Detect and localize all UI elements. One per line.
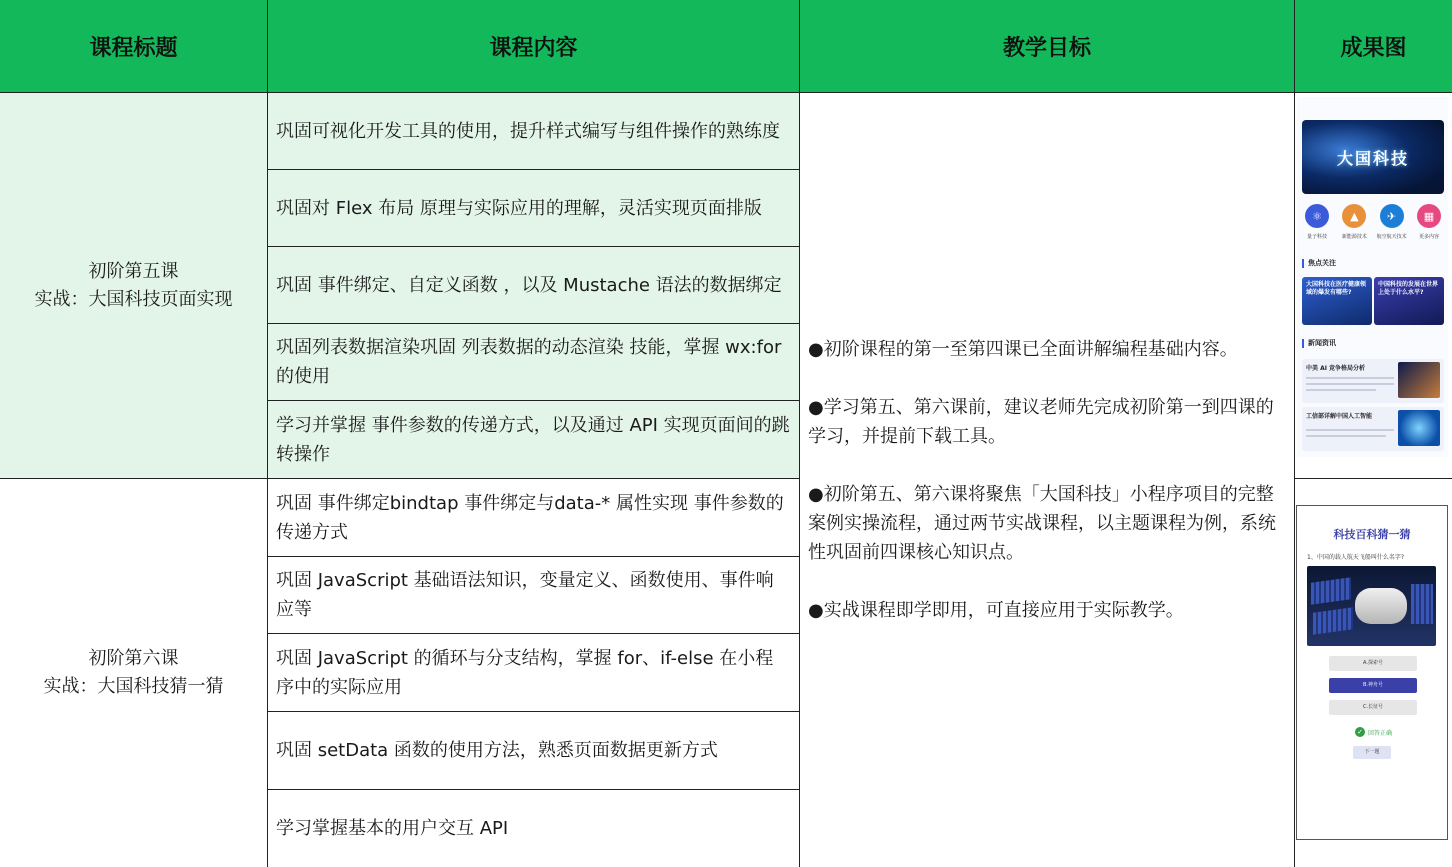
category-label: 更多内容 [1418,234,1439,240]
rocket-icon: ▲ [1342,204,1366,228]
lesson5-content-3 [268,247,800,324]
plane-icon: ✈ [1380,204,1404,228]
lesson5-title-cell [0,93,268,479]
header-teaching-goal: 教学目标 [800,0,1295,93]
news-item-2 [1302,407,1444,451]
content-text: 巩固对 Flex 布局 原理与实际应用的理解，灵活实现页面排版 [276,197,762,219]
lesson5-title-line2: 实战：大国科技页面实现 [34,288,233,310]
lesson6-title-line1: 初阶第六课 [88,648,179,669]
category-item [1339,204,1369,240]
category-item [1302,204,1332,240]
lesson5-content-1 [268,93,800,170]
news-title: 中美 AI 竞争格局分析 [1306,365,1366,372]
lesson5-content-5 [268,401,800,479]
category-label: 量子科技 [1306,234,1327,240]
goal-item-1: ●初阶课程的第一至第四课已全面讲解编程基础内容。 [808,339,1238,360]
content-text: 学习掌握基本的用户交互 API [276,818,509,839]
quiz-option-a: A.探索号 [1329,656,1417,671]
category-icons [1302,204,1444,240]
content-text: 巩固 JavaScript 的循环与分支结构，掌握 for、if-else 在小程序中的实际应用 [276,647,774,698]
atom-icon: ⚛ [1305,204,1329,228]
news-title: 工信部详解中国人工智能 [1306,413,1373,420]
grid-icon: ▦ [1417,204,1441,228]
lesson6-content-5 [268,790,800,867]
lesson5-title-line1: 初阶第五课 [88,260,179,282]
category-item [1377,204,1407,240]
category-label: 航空航天技术 [1376,234,1407,240]
section-news: 新闻资讯 [1302,339,1336,348]
content-text: 巩固 事件绑定bindtap 事件绑定与data-* 属性实现 事件参数的传递方式 [276,492,784,543]
preview-guess-quiz [1296,505,1448,840]
content-text: 巩固 setData 函数的使用方法，熟悉页面数据更新方式 [276,740,718,761]
result-text: 回答正确 [1368,729,1393,737]
news-thumbnail [1398,362,1440,398]
section-focus: 焦点关注 [1302,259,1336,268]
goal-item-3: ●初阶第五、第六课将聚焦「大国科技」小程序项目的完整案例实操流程，通过两节实战课程，以主题课程为例，系统性巩固前四课核心知识点。 [808,484,1276,563]
content-text: 巩固 事件绑定、自定义函数 ，以及 Mustache 语法的数据绑定 [276,274,782,296]
teaching-goals-cell [800,93,1295,867]
quiz-option-c: C.长征号 [1329,700,1417,715]
banner-title: 大国科技 [1336,148,1409,168]
lesson6-content-4 [268,712,800,790]
content-text: 巩固可视化开发工具的使用，提升样式编写与组件操作的熟练度 [276,120,780,142]
news-item-1 [1302,359,1444,403]
lesson6-content-1 [268,479,800,557]
news-thumbnail [1398,410,1440,446]
next-question-button: 下一题 [1353,746,1391,759]
focus-card-1: 大国科技在医疗健康领域的爆发有哪些? [1302,277,1372,325]
quiz-question: 1、中国的载人航天飞船叫什么名字? [1307,554,1405,561]
category-item [1414,204,1444,240]
header-course-title: 课程标题 [0,0,268,93]
preview-tech-homepage [1297,97,1448,457]
category-label: 新能源技术 [1341,234,1367,240]
quiz-option-b: B.神舟号 [1329,678,1417,693]
focus-card-2: 中国科技的发展在世界上处于什么水平? [1374,277,1444,325]
quiz-result [1355,727,1392,737]
lesson6-title-line2: 实战：大国科技猜一猜 [43,676,224,697]
content-text: 学习并掌握 事件参数的传递方式，以及通过 API 实现页面间的跳转操作 [276,414,790,465]
quiz-title: 科技百科猜一猜 [1333,528,1411,541]
header-course-content: 课程内容 [268,0,800,93]
content-text: 巩固 JavaScript 基础语法知识，变量定义、函数使用、事件响应等 [276,570,774,620]
goal-item-4: ●实战课程即学即用，可直接应用于实际教学。 [808,600,1184,621]
lesson5-content-4 [268,324,800,401]
lesson5-content-2 [268,170,800,247]
banner-image [1302,120,1444,194]
lesson6-content-3 [268,634,800,712]
content-text: 巩固列表数据渲染巩固 列表数据的动态渲染 技能，掌握 wx:for 的使用 [276,337,782,387]
header-result-image: 成果图 [1295,0,1452,93]
goal-item-2: ●学习第五、第六课前，建议老师先完成初阶第一到四课的学习，并提前下载工具。 [808,397,1274,447]
space-station-image [1307,566,1436,646]
lesson6-content-2 [268,557,800,634]
lesson6-title-cell [0,479,268,867]
check-icon: ✓ [1355,727,1365,737]
